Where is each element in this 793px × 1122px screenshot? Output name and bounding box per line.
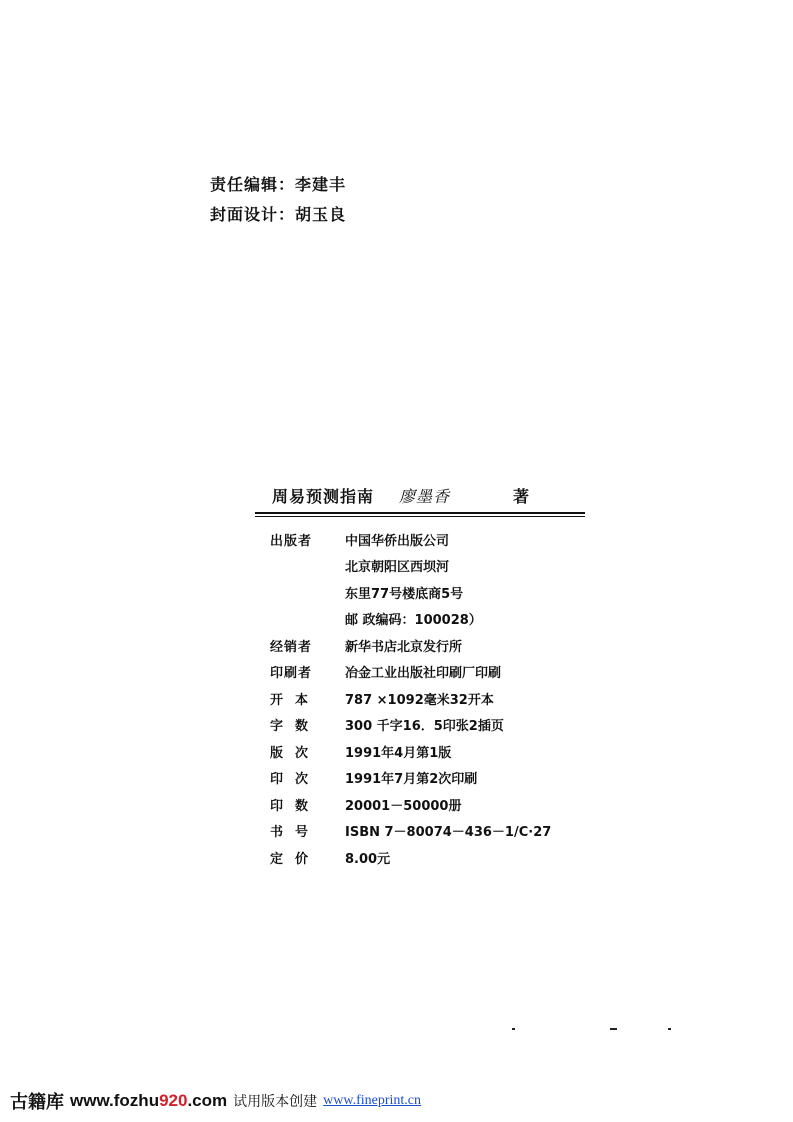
colophon-row [255, 659, 585, 686]
site-prefix: www.fozhu [70, 1091, 160, 1110]
colophon-row [255, 606, 585, 633]
credit-label: 封面设计： [210, 205, 296, 224]
colophon [255, 484, 585, 871]
colophon-row [255, 765, 585, 792]
site-number: 920 [159, 1091, 188, 1110]
row-value: 中国华侨出版公司 [345, 533, 450, 549]
credit-value: 李建丰 [295, 175, 347, 194]
credit-cover-design [210, 200, 346, 230]
divider-thick-line [255, 512, 585, 514]
colophon-row [255, 579, 585, 606]
row-label: 经销者 [270, 639, 313, 655]
colophon-row [255, 712, 585, 739]
row-label: 书 号 [270, 825, 310, 841]
colophon-row [255, 685, 585, 712]
row-value: ISBN 7－80074－436－1/C·27 [345, 825, 552, 841]
row-value: 北京朝阳区西坝河 [345, 560, 450, 576]
book-author: 廖墨香 [399, 487, 451, 506]
divider-thin-line [255, 516, 585, 517]
row-value: 300 千字16．5印张2插页 [345, 719, 504, 735]
row-value: 8.00元 [345, 851, 391, 867]
row-label: 印 数 [270, 798, 310, 814]
fineprint-link[interactable]: www.fineprint.cn [323, 1093, 421, 1108]
row-value: 东里77号楼底商5号 [345, 586, 464, 602]
scan-specks [0, 1028, 793, 1034]
row-label: 版 次 [270, 745, 310, 761]
colophon-rows [255, 526, 585, 871]
watermark-footer [10, 1088, 421, 1114]
credit-editor [210, 170, 346, 200]
scan-speck [610, 1028, 617, 1030]
colophon-row [255, 791, 585, 818]
credits-block [210, 170, 346, 230]
row-label: 印 次 [270, 772, 310, 788]
credit-label: 责任编辑： [210, 175, 296, 194]
colophon-row [255, 738, 585, 765]
row-value: 冶金工业出版社印刷厂印刷 [345, 666, 502, 682]
credit-value: 胡玉良 [295, 205, 347, 224]
watermark-brand: 古籍库 [10, 1092, 64, 1113]
book-title-row [255, 484, 585, 506]
row-value: 1991年4月第1版 [345, 745, 452, 761]
row-label: 开 本 [270, 692, 310, 708]
site-suffix: .com [187, 1091, 228, 1110]
colophon-row [255, 818, 585, 845]
book-author-role: 著 [513, 487, 531, 506]
colophon-row [255, 844, 585, 871]
row-value: 邮 政编码：100028） [345, 613, 482, 629]
row-label: 出版者 [270, 533, 313, 549]
watermark-site-link[interactable] [70, 1091, 227, 1111]
colophon-row [255, 526, 585, 553]
row-label: 印刷者 [270, 666, 313, 682]
row-value: 新华书店北京发行所 [345, 639, 463, 655]
title-divider [255, 510, 585, 520]
row-label: 字 数 [270, 719, 310, 735]
row-value: 1991年7月第2次印刷 [345, 772, 478, 788]
colophon-row [255, 632, 585, 659]
colophon-row [255, 553, 585, 580]
row-value: 787 ×1092毫米32开本 [345, 692, 494, 708]
scan-speck [668, 1028, 671, 1030]
book-title: 周易预测指南 [272, 487, 375, 506]
scan-speck [512, 1028, 515, 1030]
trial-version-note: 试用版本创建 [233, 1094, 318, 1110]
row-label: 定 价 [270, 851, 310, 867]
row-value: 20001－50000册 [345, 798, 462, 814]
